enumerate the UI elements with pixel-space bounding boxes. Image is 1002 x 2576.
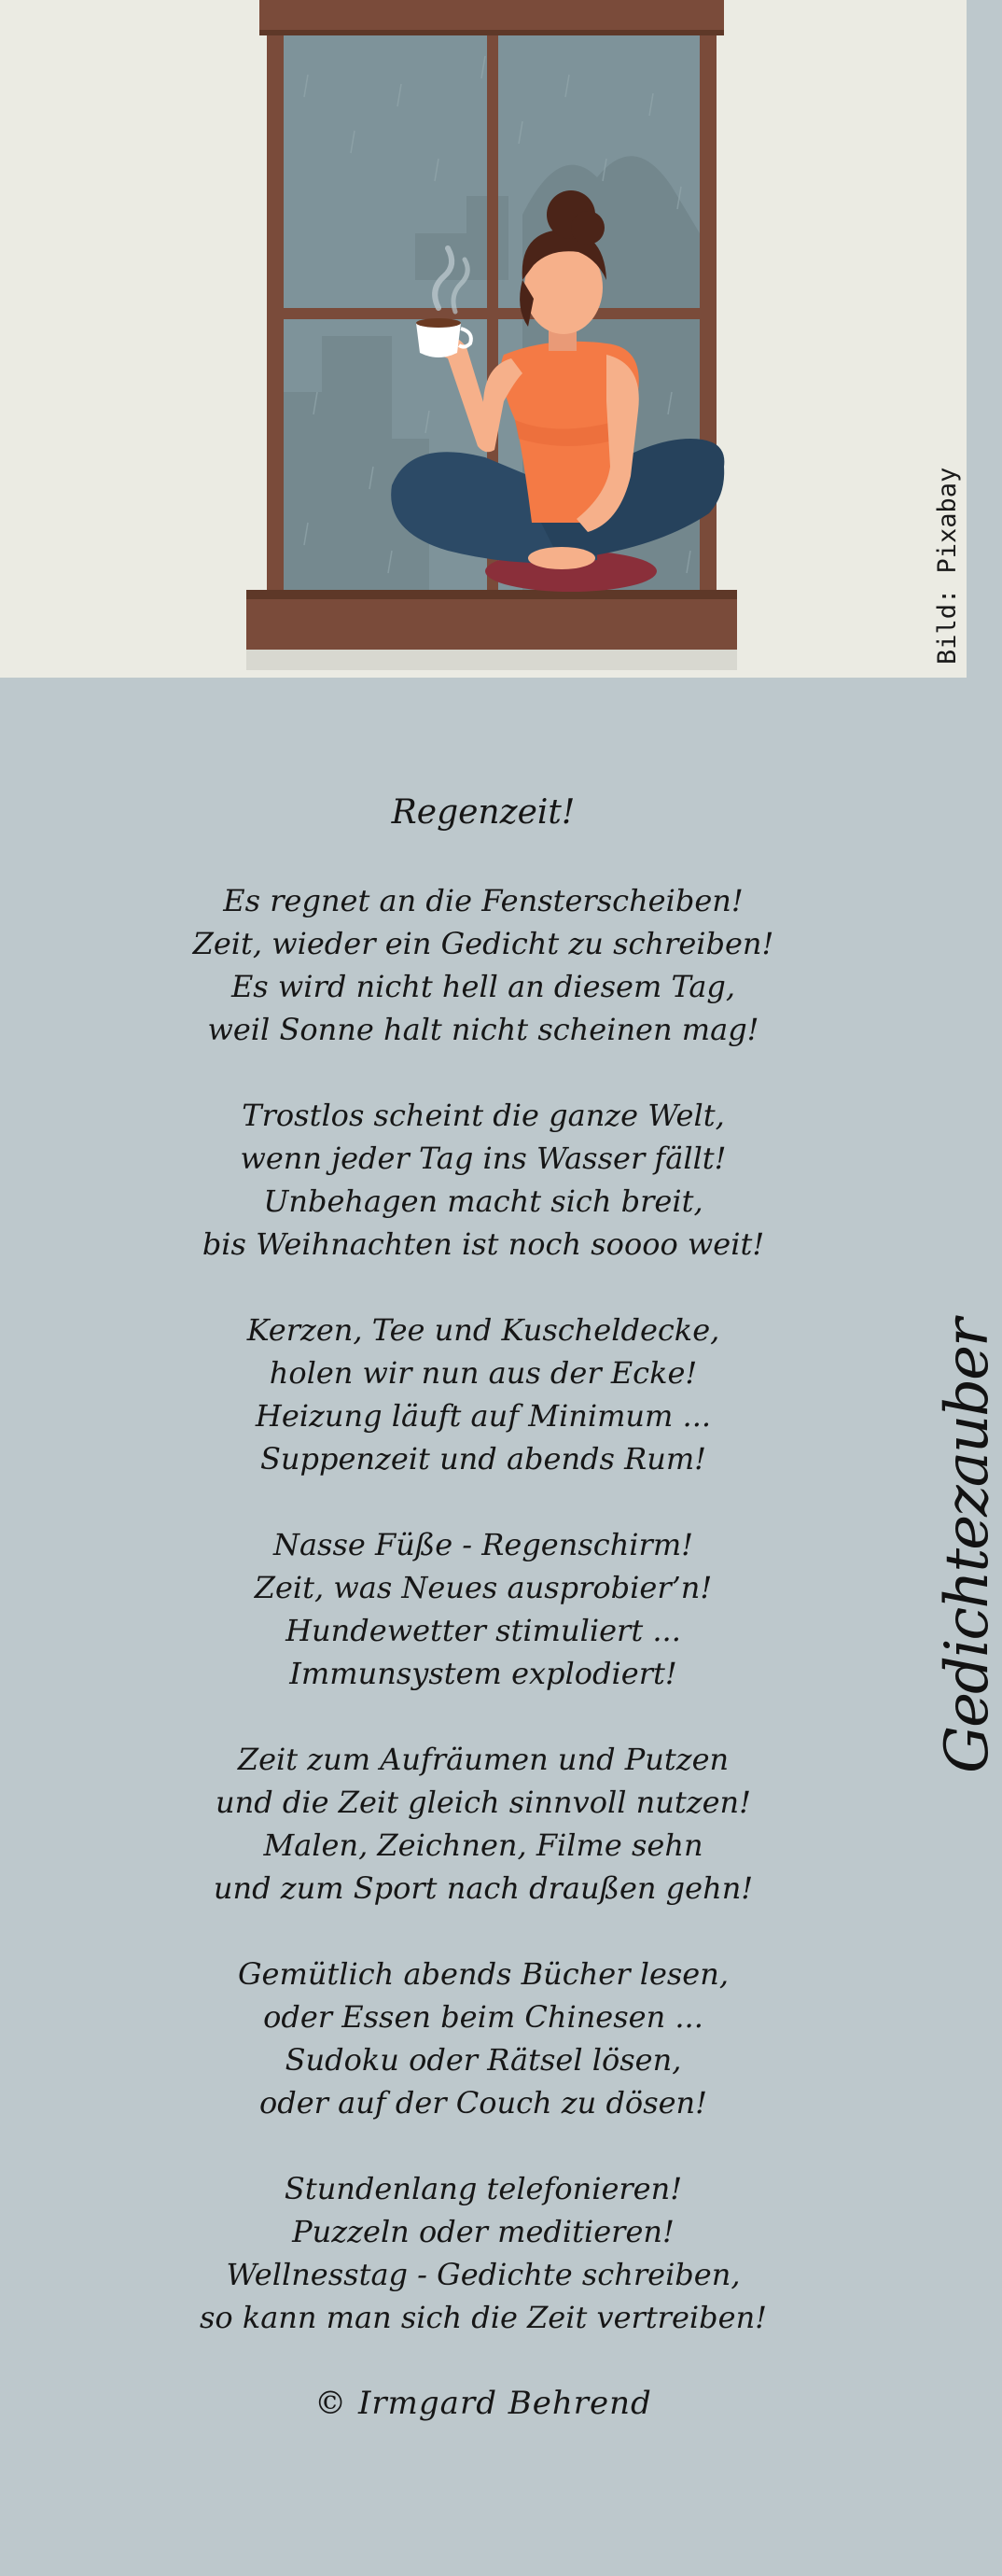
- poem-line: Es regnet an die Fensterscheiben!: [223, 883, 744, 918]
- poem-line: Suppenzeit und abends Rum!: [259, 1441, 707, 1477]
- signature-logo: Gedichtezauber: [933, 1320, 1002, 1773]
- poem-line: Zeit, was Neues ausprobier’n!: [254, 1570, 713, 1605]
- poem-line: Trostlos scheint die ganze Welt,: [242, 1098, 725, 1133]
- poem-line: holen wir nun aus der Ecke!: [269, 1355, 698, 1391]
- poem: [0, 791, 967, 2425]
- poem-line: und zum Sport nach draußen gehn!: [213, 1870, 754, 1906]
- woman-at-window-image: [0, 0, 967, 678]
- poem-line: Heizung läuft auf Minimum ...: [255, 1398, 712, 1434]
- poem-line: oder Essen beim Chinesen ...: [263, 1999, 703, 2035]
- poem-line: Kerzen, Tee und Kuscheldecke,: [246, 1312, 720, 1348]
- poem-line: Sudoku oder Rätsel lösen,: [285, 2042, 682, 2078]
- poem-line: Zeit zum Aufräumen und Putzen: [237, 1742, 730, 1777]
- poem-line: Zeit, wieder ein Gedicht zu schreiben!: [192, 926, 774, 961]
- stanza: [0, 879, 967, 1051]
- poem-line: Malen, Zeichnen, Filme sehn: [263, 1827, 703, 1863]
- stanza: [0, 1309, 967, 1480]
- poem-title: Regenzeit!: [391, 793, 576, 832]
- stanza: [0, 1523, 967, 1695]
- poem-line: wenn jeder Tag ins Wasser fällt!: [240, 1141, 727, 1176]
- stanza: [0, 1094, 967, 1266]
- poem-line: Gemütlich abends Bücher lesen,: [237, 1956, 730, 1992]
- poem-line: bis Weihnachten ist noch soooo weit!: [202, 1226, 765, 1262]
- image-credit: Bild: Pixabay: [933, 467, 962, 665]
- copyright-notice: © Irmgard Behrend: [314, 2385, 652, 2422]
- poem-line: so kann man sich die Zeit vertreiben!: [199, 2300, 768, 2335]
- window-illustration: [0, 0, 967, 678]
- poem-line: Immunsystem explodiert!: [289, 1656, 677, 1691]
- poem-line: Nasse Füße - Regenschirm!: [272, 1527, 694, 1562]
- poem-line: Puzzeln oder meditieren!: [292, 2214, 675, 2249]
- poem-line: Es wird nicht hell an diesem Tag,: [230, 969, 736, 1004]
- poem-line: Wellnesstag - Gedichte schreiben,: [226, 2257, 741, 2292]
- poem-line: weil Sonne halt nicht scheinen mag!: [207, 1012, 759, 1047]
- poem-line: oder auf der Couch zu dösen!: [258, 2085, 708, 2121]
- poem-line: Hundewetter stimuliert ...: [285, 1613, 681, 1648]
- stanza: [0, 2167, 967, 2339]
- poem-line: Stundenlang telefonieren!: [284, 2171, 683, 2206]
- stanza: [0, 1953, 967, 2124]
- poem-line: und die Zeit gleich sinnvoll nutzen!: [216, 1785, 751, 1820]
- stanza: [0, 1738, 967, 1910]
- poem-line: Unbehagen macht sich breit,: [263, 1183, 703, 1219]
